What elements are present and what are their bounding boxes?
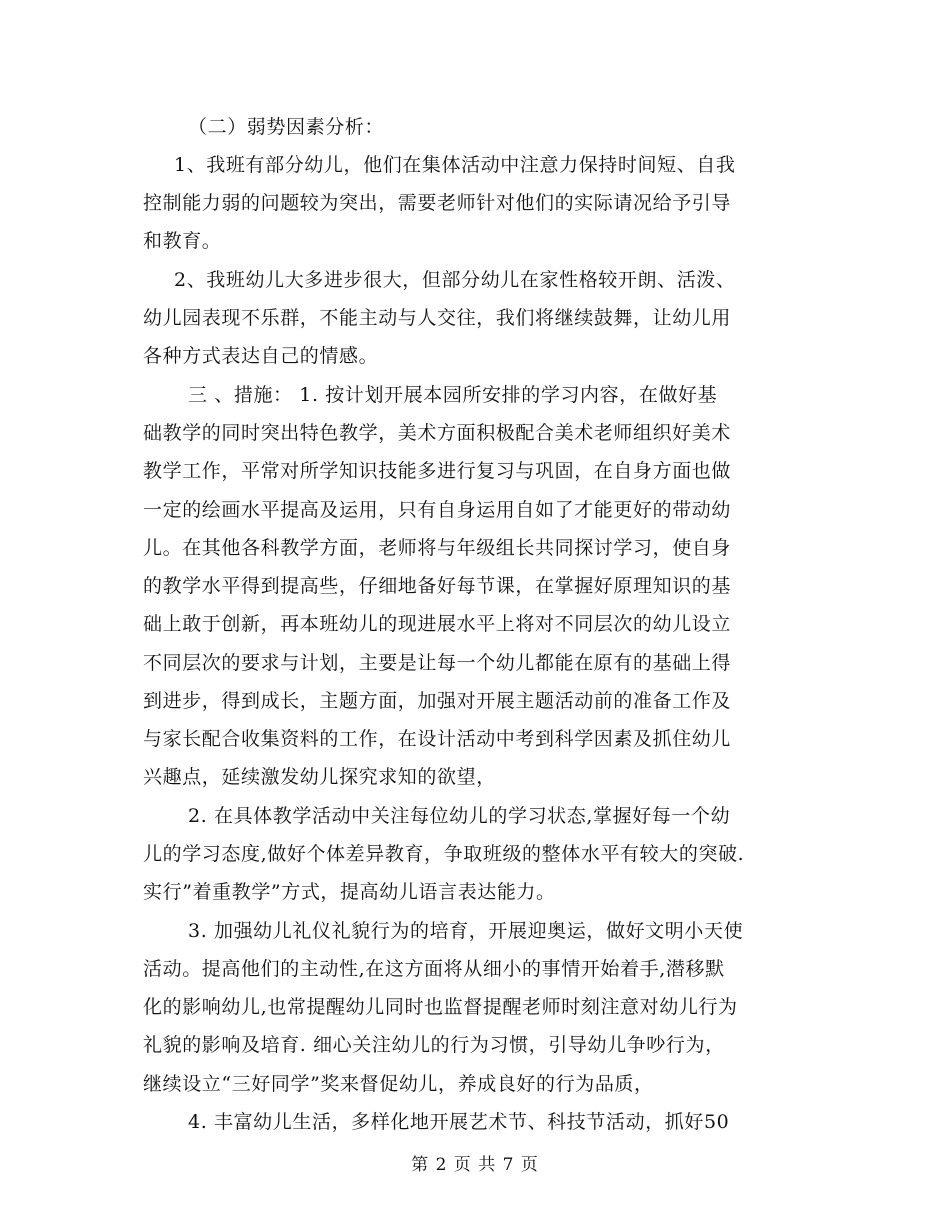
paragraph-line: 和教育。 bbox=[143, 230, 222, 252]
paragraph-line: 础上敢于创新，再本班幼儿的现进展水平上将对不同层次的幼儿设立 bbox=[143, 613, 732, 635]
paragraph-line: 2、我班幼儿大多进步很大，但部分幼儿在家性格较开朗、活泼、 bbox=[174, 269, 736, 291]
paragraph-line: 与家长配合收集资料的工作，在设计活动中考到科学因素及抓住幼儿 bbox=[143, 728, 732, 750]
paragraph-line: 化的影响幼儿,也常提醒幼儿同时也监督提醒老师时刻注意对幼儿行为 bbox=[143, 996, 738, 1018]
paragraph-line: 兴趣点，延续激发幼儿探究求知的欲望， bbox=[143, 766, 496, 788]
paragraph-line: 儿的学习态度,做好个体差异教育，争取班级的整体水平有较大的突破. bbox=[143, 843, 745, 865]
paragraph-line: 3. 加强幼儿礼仪礼貌行为的培育，开展迎奥运，做好文明小天使 bbox=[188, 920, 744, 942]
paragraph-line: 4. 丰富幼儿生活，多样化地开展艺术节、科技节活动，抓好50 bbox=[188, 1111, 730, 1133]
paragraph-line: 各种方式表达自己的情感。 bbox=[143, 345, 379, 367]
paragraph-line: 1、我班有部分幼儿，他们在集体活动中注意力保持时间短、自我 bbox=[174, 154, 736, 176]
paragraph-line: 幼儿园表现不乐群，不能主动与人交往，我们将继续鼓舞，让幼儿用 bbox=[143, 307, 732, 329]
paragraph-line: 础教学的同时突出特色教学，美术方面积极配合美术老师组织好美术 bbox=[143, 422, 732, 444]
paragraph-line: （二）弱势因素分析： bbox=[188, 116, 385, 138]
paragraph-line: 一定的绘画水平提高及运用，只有自身运用自如了才能更好的带动幼 bbox=[143, 499, 732, 521]
paragraph-line: 的教学水平得到提高些，仔细地备好每节课，在掌握好原理知识的基 bbox=[143, 575, 732, 597]
paragraph-line: 到进步，得到成长，主题方面，加强对开展主题活动前的准备工作及 bbox=[143, 690, 732, 712]
paragraph-line: 控制能力弱的问题较为突出，需要老师针对他们的实际请况给予引导 bbox=[143, 192, 732, 214]
paragraph-line: 活动。提高他们的主动性,在这方面将从细小的事情开始着手,潜移默 bbox=[143, 958, 725, 980]
paragraph-line: 2. 在具体教学活动中关注每位幼儿的学习状态,掌握好每一个幼 bbox=[188, 805, 731, 827]
paragraph-line: 礼貌的影响及培育. 细心关注幼儿的行为习惯，引导幼儿争吵行为， bbox=[143, 1034, 725, 1056]
paragraph-line: 三 、措施： 1. 按计划开展本园所安排的学习内容，在做好基 bbox=[188, 384, 718, 406]
page-number-footer: 第 2 页 共 7 页 bbox=[411, 1155, 539, 1175]
paragraph-line: 继续设立“三好同学”奖来督促幼儿，养成良好的行为品质， bbox=[143, 1073, 654, 1095]
paragraph-line: 实行”着重教学”方式，提高幼儿语言表达能力。 bbox=[143, 881, 556, 903]
paragraph-line: 不同层次的要求与计划，主要是让每一个幼儿都能在原有的基础上得 bbox=[143, 652, 732, 674]
paragraph-line: 儿。在其他各科教学方面，老师将与年级组长共同探讨学习，使自身 bbox=[143, 537, 732, 559]
paragraph-line: 教学工作，平常对所学知识技能多进行复习与巩固，在自身方面也做 bbox=[143, 460, 732, 482]
